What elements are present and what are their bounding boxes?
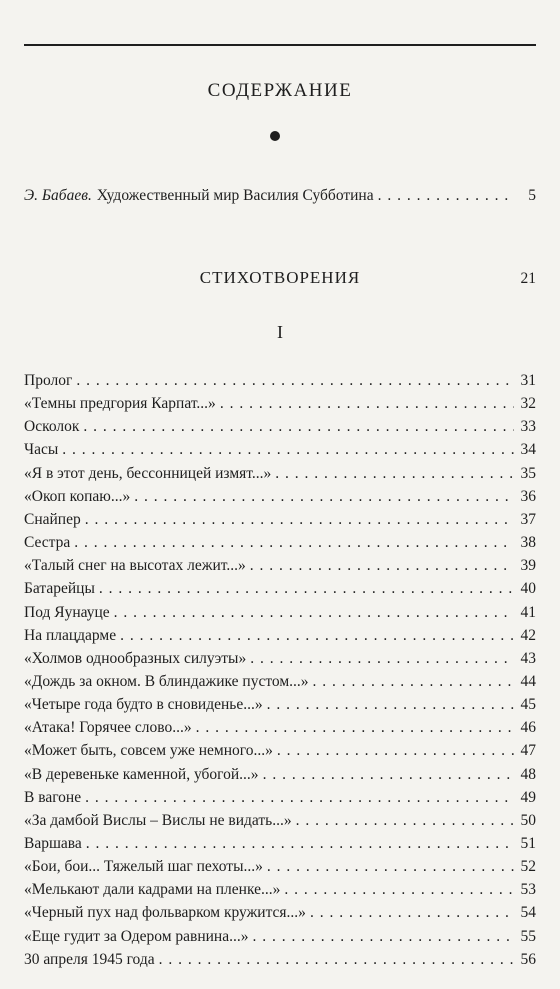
entry-page: 37 [520, 510, 536, 528]
entry-page: 34 [520, 441, 536, 459]
dot-leader [74, 533, 514, 553]
toc-entry[interactable] [24, 603, 536, 623]
dot-leader [250, 649, 514, 669]
dot-leader [83, 417, 514, 437]
entry-title: «Мелькают дали кадрами на пленке...» [24, 881, 281, 899]
toc-entry[interactable] [24, 417, 536, 437]
dot-leader [296, 811, 514, 831]
bullet-ornament [270, 131, 280, 141]
toc-entry[interactable] [24, 394, 536, 414]
dot-leader [275, 464, 514, 484]
entry-title: «Еще гудит за Одером равнина...» [24, 927, 249, 945]
entry-page: 50 [520, 811, 536, 829]
entry-title: «Может быть, совсем уже немного...» [24, 742, 273, 760]
toc-entry[interactable] [24, 950, 536, 970]
entry-title: Осколок [24, 418, 80, 436]
entry-page: 44 [520, 672, 536, 690]
entry-title: «В деревеньке каменной, убогой...» [24, 765, 259, 783]
toc-entry[interactable] [24, 464, 536, 484]
dot-leader [313, 672, 514, 692]
dot-leader [252, 927, 514, 947]
entry-page: 54 [520, 904, 536, 922]
entry-page: 41 [520, 603, 536, 621]
dot-leader [114, 603, 514, 623]
dot-leader [62, 440, 514, 460]
dot-leader [76, 371, 514, 391]
toc-entry[interactable] [24, 579, 536, 599]
entry-title: Варшава [24, 835, 82, 852]
toc-entry[interactable] [24, 741, 536, 761]
entry-title: «Четыре года будто в сновиденье...» [24, 696, 263, 714]
entry-title: Пролог [24, 372, 73, 389]
section-title: СТИХОТВОРЕНИЯ [199, 268, 361, 287]
dot-leader [250, 556, 514, 576]
entry-title: Снайпер [24, 510, 81, 528]
toc-entry[interactable] [24, 556, 536, 576]
toc-entry[interactable] [24, 440, 536, 460]
section-page: 21 [520, 270, 536, 287]
intro-author: Э. Бабаев. [24, 187, 92, 204]
dot-leader [267, 857, 514, 877]
entry-page: 45 [520, 696, 536, 714]
entry-title: Часы [24, 441, 59, 459]
entry-page: 51 [520, 835, 536, 852]
entry-page: 49 [520, 788, 536, 806]
entry-page: 38 [520, 534, 536, 552]
intro-title: Художественный мир Василия Субботина [96, 187, 374, 204]
entry-page: 39 [520, 557, 536, 575]
dot-leader [86, 834, 514, 854]
toc-entry[interactable] [24, 718, 536, 738]
toc-entry[interactable] [24, 857, 536, 877]
entry-title: «Атака! Горячее слово...» [24, 719, 192, 737]
entry-title: «Дождь за окном. В блиндажике пустом...» [24, 672, 309, 690]
toc-entry[interactable] [24, 672, 536, 692]
toc-entry[interactable] [24, 487, 536, 507]
entry-title: На плацдарме [24, 626, 117, 644]
toc-entry[interactable] [24, 695, 536, 715]
entry-page: 35 [520, 464, 536, 482]
top-rule [24, 44, 536, 46]
dot-leader [378, 186, 514, 206]
entry-page: 33 [520, 418, 536, 436]
entry-page: 48 [520, 765, 536, 783]
dot-leader [263, 765, 514, 785]
entry-title: В вагоне [24, 788, 82, 806]
toc-entry[interactable] [24, 834, 536, 854]
toc-entry[interactable] [24, 371, 536, 391]
entry-title: Батарейцы [24, 580, 95, 598]
intro-page: 5 [528, 187, 536, 204]
toc-entry[interactable] [24, 880, 536, 900]
entry-title: «Я в этот день, бессонницей измят...» [24, 464, 272, 482]
dot-leader [120, 626, 514, 646]
entry-title: «Холмов однообразных силуэты» [24, 649, 247, 667]
entry-title: «Окоп копаю...» [24, 487, 131, 505]
dot-leader [134, 487, 514, 507]
entry-title: «За дамбой Вислы – Вислы не видать...» [24, 811, 292, 829]
dot-leader [267, 695, 514, 715]
entry-page: 42 [520, 626, 536, 644]
entry-page: 31 [520, 372, 536, 389]
entry-title: 30 апреля 1945 года [24, 950, 155, 968]
toc-entry[interactable] [24, 811, 536, 831]
entry-page: 52 [520, 858, 536, 876]
entry-page: 55 [520, 927, 536, 945]
toc-entry[interactable] [24, 927, 536, 947]
toc-entry[interactable] [24, 626, 536, 646]
entry-page: 47 [520, 742, 536, 760]
entry-title: «Черный пух над фольварком кружится...» [24, 904, 306, 922]
toc-entry[interactable] [24, 903, 536, 923]
part-numeral: I [277, 322, 283, 342]
toc-entry[interactable] [24, 510, 536, 530]
entry-page: 36 [520, 487, 536, 505]
dot-leader [159, 950, 514, 970]
entry-page: 46 [520, 719, 536, 737]
dot-leader [85, 788, 514, 808]
entry-title: Под Яунауце [24, 603, 110, 621]
entry-title: «Талый снег на высотах лежит...» [24, 557, 246, 575]
toc-entry-intro[interactable] [24, 186, 536, 206]
dot-leader [85, 510, 514, 530]
entry-title: Сестра [24, 534, 71, 552]
entry-page: 56 [520, 950, 536, 968]
page-title: СОДЕРЖАНИЕ [207, 80, 353, 101]
entry-page: 32 [520, 395, 536, 413]
dot-leader [196, 718, 514, 738]
dot-leader [310, 903, 514, 923]
entry-title: «Бои, бои... Тяжелый шаг пехоты...» [24, 858, 263, 876]
toc-entry[interactable] [24, 649, 536, 669]
toc-entry[interactable] [24, 788, 536, 808]
entry-page: 40 [520, 580, 536, 598]
entry-page: 43 [520, 649, 536, 667]
dot-leader [99, 579, 514, 599]
section-heading[interactable] [24, 268, 536, 290]
dot-leader [284, 880, 514, 900]
entry-page: 53 [520, 881, 536, 899]
toc-entry[interactable] [24, 533, 536, 553]
toc-entry[interactable] [24, 765, 536, 785]
entry-title: «Темны предгория Карпат...» [24, 395, 216, 413]
dot-leader [277, 741, 514, 761]
dot-leader [220, 394, 514, 414]
